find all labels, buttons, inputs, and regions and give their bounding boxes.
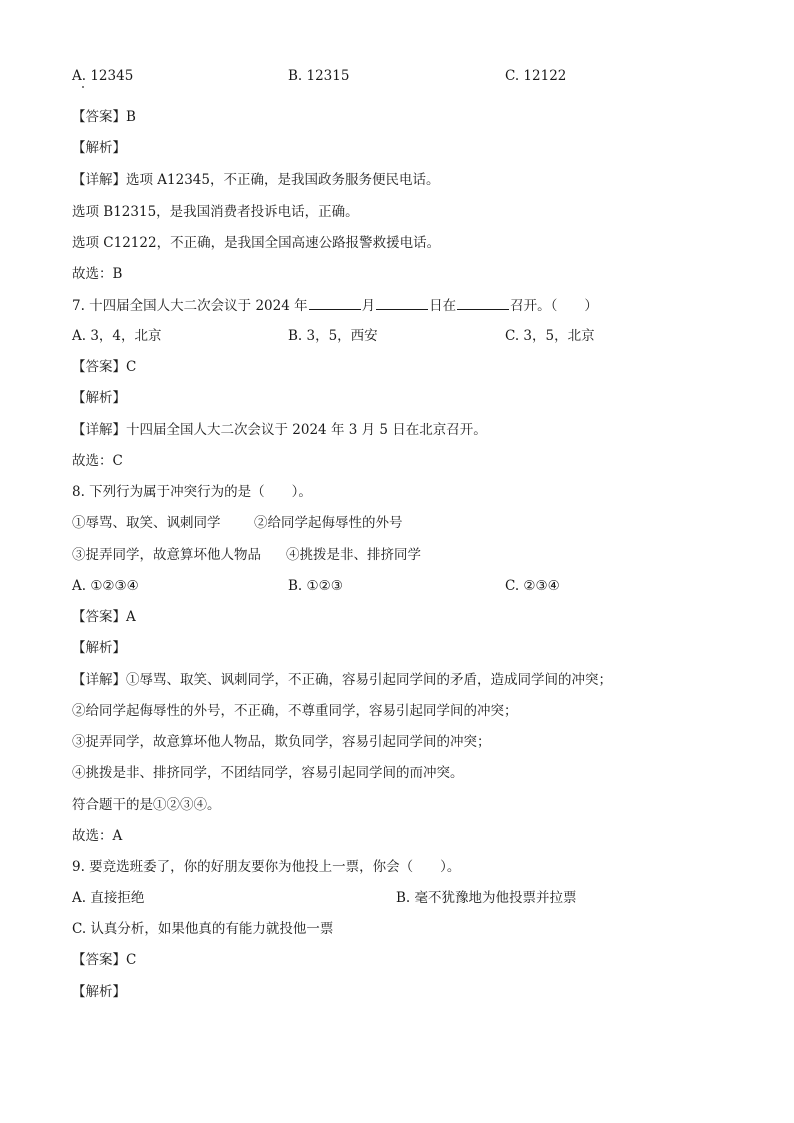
q6-option-c: C. 12122 (505, 68, 567, 84)
q8-choice: 故选：A (72, 828, 123, 844)
q8-answer: 【答案】A (72, 609, 136, 625)
q9-option-a: A. 直接拒绝 (72, 890, 145, 906)
stray-dot (82, 86, 84, 88)
q7-analysis: 【解析】 (72, 390, 126, 406)
q8-item-2: ②给同学起侮辱性的外号 (254, 515, 403, 531)
q8-option-b: B. ①②③ (288, 578, 343, 594)
q7-stem-suffix: 召开。（ ） (510, 298, 598, 314)
q8-detail-3: ③捉弄同学，故意算坏他人物品，欺负同学，容易引起同学间的冲突； (72, 734, 491, 750)
q7-stem-prefix: 7. 十四届全国人大二次会议于 2024 年 (72, 298, 308, 314)
q8-conclusion: 符合题干的是①②③④。 (72, 797, 221, 813)
q6-detail-1: 【详解】选项 A12345，不正确，是我国政务服务便民电话。 (72, 172, 440, 188)
q8-detail-4: ④挑拨是非、排挤同学，不团结同学，容易引起同学间的而冲突。 (72, 765, 464, 781)
q6-option-a: A. 12345 (72, 68, 134, 84)
q7-stem (72, 295, 598, 316)
q7-blank-day (376, 295, 428, 310)
q7-option-a: A. 3，4，北京 (72, 328, 162, 344)
q7-stem-day: 日在 (429, 298, 457, 314)
q8-detail-2: ②给同学起侮辱性的外号，不正确，不尊重同学，容易引起同学间的冲突； (72, 703, 518, 719)
q9-option-c: C. 认真分析，如果他真的有能力就投他一票 (72, 921, 334, 937)
q8-analysis: 【解析】 (72, 640, 126, 656)
q8-item-4: ④挑拨是非、排挤同学 (286, 547, 421, 563)
q7-detail: 【详解】十四届全国人大二次会议于 2024 年 3 月 5 日在北京召开。 (72, 422, 487, 438)
q8-stem: 8. 下列行为属于冲突行为的是（ ）。 (72, 484, 312, 500)
q7-choice: 故选：C (72, 453, 123, 469)
q6-analysis: 【解析】 (72, 140, 126, 156)
q7-option-c: C. 3，5，北京 (505, 328, 595, 344)
q6-choice: 故选：B (72, 266, 123, 282)
q7-answer: 【答案】C (72, 359, 137, 375)
q9-analysis: 【解析】 (72, 984, 126, 1000)
q7-option-b: B. 3，5，西安 (288, 328, 378, 344)
q9-stem: 9. 要竞选班委了，你的好朋友要你为他投上一票，你会（ ）。 (72, 859, 461, 875)
q8-option-c: C. ②③④ (505, 578, 560, 594)
q8-item-3: ③捉弄同学，故意算坏他人物品 (72, 547, 261, 563)
q7-blank-place (457, 295, 509, 310)
q7-blank-month (309, 295, 361, 310)
q6-answer: 【答案】B (72, 109, 136, 125)
q8-option-a: A. ①②③④ (72, 578, 139, 594)
q6-option-b: B. 12315 (288, 68, 350, 84)
q6-detail-2: 选项 B12315，是我国消费者投诉电话，正确。 (72, 204, 359, 220)
q7-stem-month: 月 (361, 298, 376, 314)
q8-item-1: ①辱骂、取笑、讽刺同学 (72, 515, 221, 531)
q8-detail-1: 【详解】①辱骂、取笑、讽刺同学，不正确，容易引起同学间的矛盾，造成同学间的冲突； (72, 672, 612, 688)
q9-option-b: B. 毫不犹豫地为他投票并拉票 (396, 890, 577, 906)
q9-answer: 【答案】C (72, 952, 137, 968)
q6-detail-3: 选项 C12122，不正确，是我国全国高速公路报警救援电话。 (72, 235, 441, 251)
